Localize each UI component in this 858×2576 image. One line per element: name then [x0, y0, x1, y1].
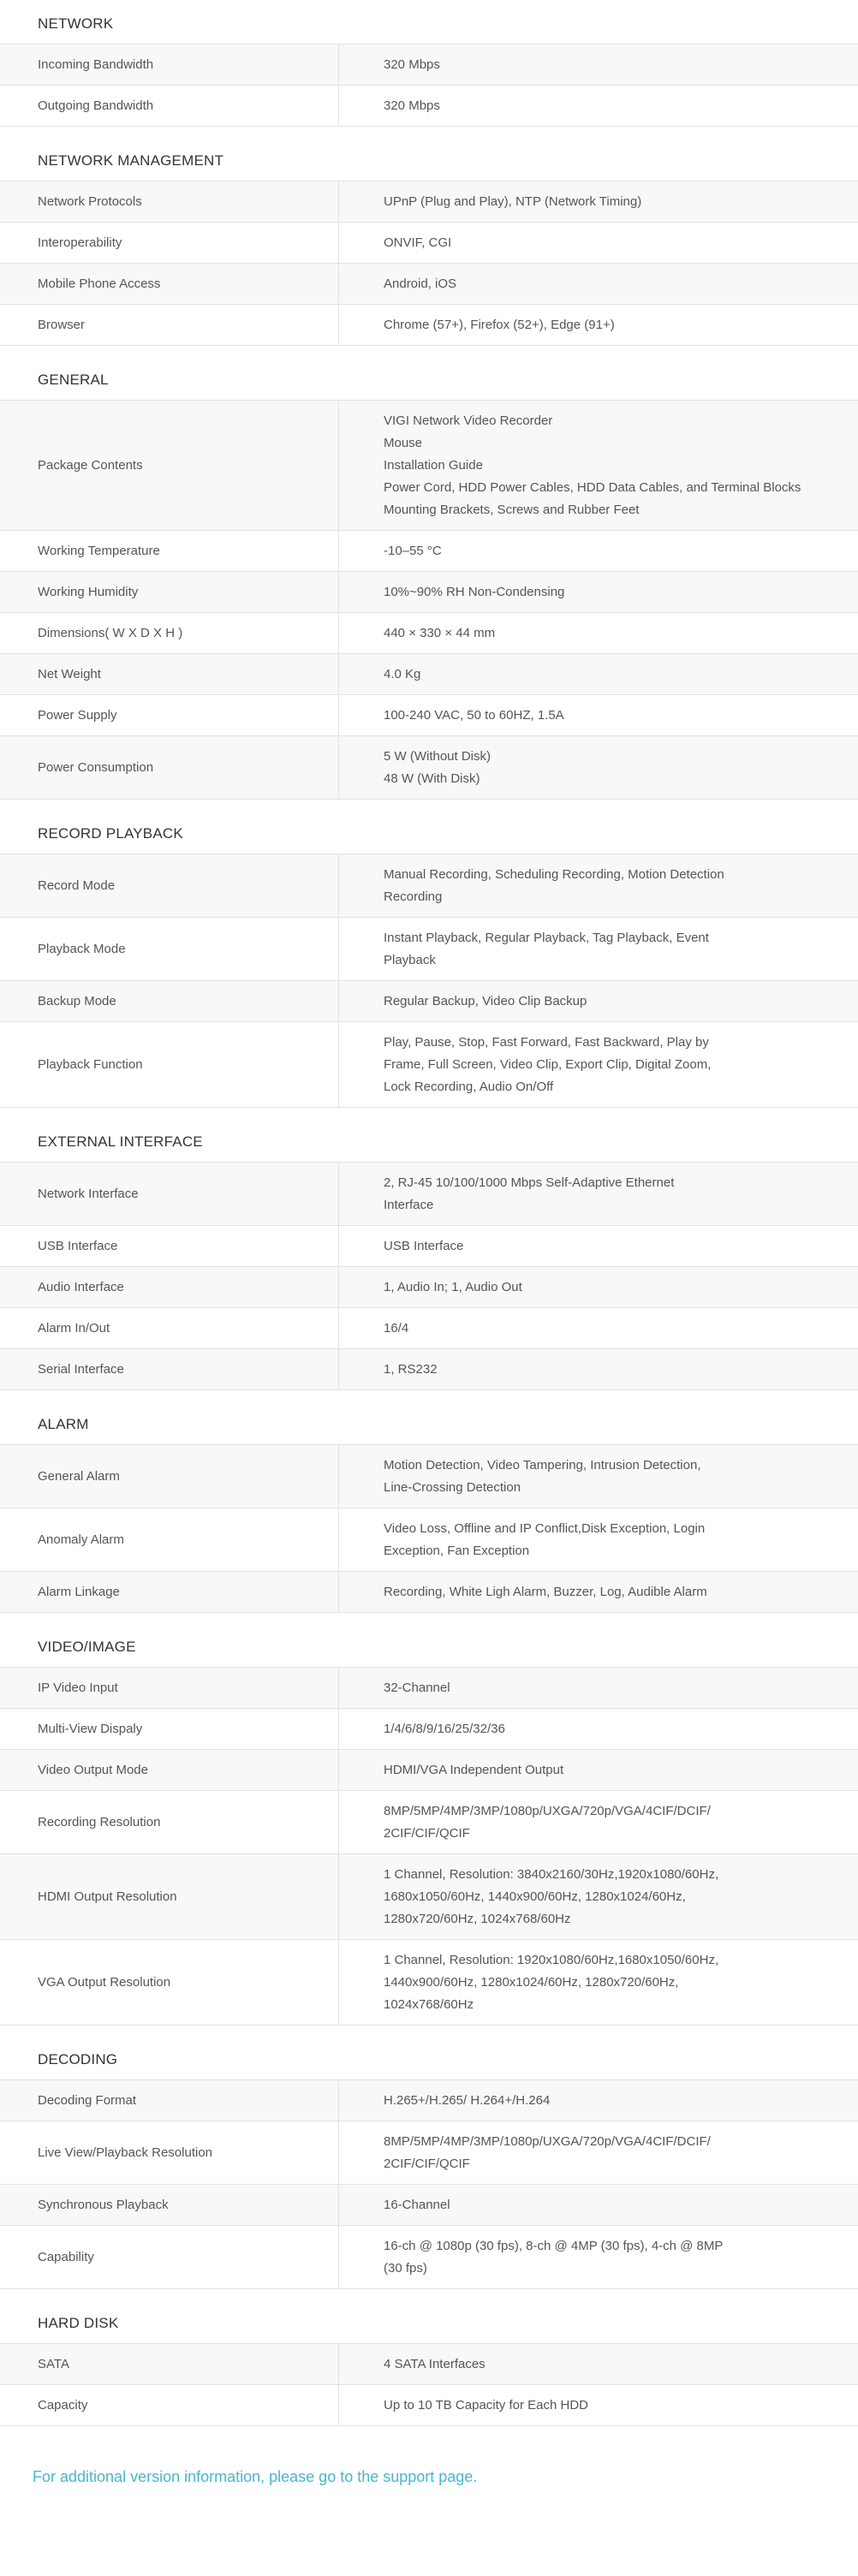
spec-row: [0, 181, 858, 223]
spec-row: [0, 45, 858, 86]
spec-value: [339, 572, 858, 612]
spec-value-line: 1280x720/60Hz, 1024x768/60Hz: [384, 1911, 571, 1926]
spec-value-line: Playback: [384, 952, 436, 967]
spec-rows: [0, 1445, 858, 1613]
spec-row: [0, 1226, 858, 1267]
spec-row: [0, 572, 858, 613]
spec-value: [339, 86, 858, 126]
spec-value-line: Interface: [384, 1197, 434, 1212]
spec-value: [339, 1572, 858, 1612]
spec-value-lines: [384, 581, 564, 604]
spec-value-lines: [384, 2235, 723, 2280]
spec-value-line: H.265+/H.265/ H.264+/H.264: [384, 2092, 551, 2108]
spec-label: Audio Interface: [0, 1267, 339, 1307]
spec-row: [0, 2385, 858, 2426]
spec-value-line: 2CIF/CIF/QCIF: [384, 1825, 470, 1841]
spec-row: [0, 1572, 858, 1613]
spec-value-line: Line-Crossing Detection: [384, 1479, 521, 1495]
spec-value-line: Exception, Fan Exception: [384, 1543, 530, 1558]
spec-value-line: 2, RJ-45 10/100/1000 Mbps Self-Adaptive Ethernet: [384, 1175, 675, 1190]
spec-rows: [0, 854, 858, 1108]
spec-row: [0, 1349, 858, 1390]
spec-value-lines: [384, 1949, 718, 2016]
spec-label: Mobile Phone Access: [0, 264, 339, 304]
spec-value: [339, 2121, 858, 2184]
spec-value-line: Manual Recording, Scheduling Recording, Motion Detection: [384, 866, 724, 882]
spec-label: Capability: [0, 2226, 339, 2288]
spec-value-line: 8MP/5MP/4MP/3MP/1080p/UXGA/720p/VGA/4CIF/DCIF/: [384, 2133, 711, 2149]
spec-value-line: UPnP (Plug and Play), NTP (Network Timing): [384, 193, 642, 209]
spec-value-line: Recording, White Ligh Alarm, Buzzer, Log, Audible Alarm: [384, 1584, 707, 1599]
spec-value-lines: [384, 1677, 450, 1699]
spec-value: [339, 2385, 858, 2425]
spec-value-line: 1440x900/60Hz, 1280x1024/60Hz, 1280x720/60Hz,: [384, 1974, 679, 1990]
spec-value-line: 16/4: [384, 1320, 409, 1336]
spec-label: Interoperability: [0, 223, 339, 263]
spec-row: [0, 1940, 858, 2026]
spec-value: [339, 981, 858, 1021]
spec-label: Decoding Format: [0, 2080, 339, 2121]
spec-rows: [0, 401, 858, 800]
spec-value-line: Lock Recording, Audio On/Off: [384, 1079, 554, 1094]
spec-row: [0, 736, 858, 800]
spec-value-line: Up to 10 TB Capacity for Each HDD: [384, 2397, 588, 2412]
spec-value: [339, 854, 858, 917]
spec-value: [339, 1445, 858, 1508]
spec-label: Outgoing Bandwidth: [0, 86, 339, 126]
spec-value: [339, 2080, 858, 2121]
spec-value-lines: [384, 1455, 701, 1499]
spec-value: [339, 695, 858, 735]
spec-row: [0, 531, 858, 572]
section-title: ALARM: [0, 1390, 858, 1445]
support-page-link[interactable]: For additional version information, please go to the support page.: [33, 2468, 478, 2485]
spec-value-line: 8MP/5MP/4MP/3MP/1080p/UXGA/720p/VGA/4CIF/DCIF/: [384, 1803, 711, 1818]
spec-label: Playback Function: [0, 1022, 339, 1107]
spec-label: Working Temperature: [0, 531, 339, 571]
spec-row: [0, 1308, 858, 1349]
section-title: NETWORK: [0, 0, 858, 45]
spec-row: [0, 1508, 858, 1572]
spec-label: Playback Mode: [0, 918, 339, 980]
spec-row: [0, 854, 858, 918]
spec-value: [339, 1940, 858, 2025]
spec-label: Net Weight: [0, 654, 339, 694]
spec-label: Incoming Bandwidth: [0, 45, 339, 85]
spec-label: Power Supply: [0, 695, 339, 735]
spec-row: [0, 1750, 858, 1791]
spec-value-lines: [384, 314, 615, 336]
spec-rows: [0, 2344, 858, 2426]
spec-value-line: ONVIF, CGI: [384, 235, 452, 250]
spec-value-lines: [384, 1276, 522, 1299]
spec-value-lines: [384, 232, 451, 254]
spec-value-line: Power Cord, HDD Power Cables, HDD Data Cables, and Terminal Blocks: [384, 479, 801, 495]
spec-section: [0, 2026, 858, 2289]
spec-label: Package Contents: [0, 401, 339, 530]
spec-label: Alarm In/Out: [0, 1308, 339, 1348]
spec-value-lines: [384, 410, 801, 521]
section-title: HARD DISK: [0, 2289, 858, 2344]
spec-row: [0, 918, 858, 981]
spec-value-line: 4 SATA Interfaces: [384, 2356, 486, 2371]
spec-value-line: Regular Backup, Video Clip Backup: [384, 993, 587, 1008]
spec-value: [339, 654, 858, 694]
spec-value-line: Frame, Full Screen, Video Clip, Export Clip, Digital Zoom,: [384, 1056, 712, 1072]
section-title: DECODING: [0, 2026, 858, 2080]
spec-value-line: Mounting Brackets, Screws and Rubber Feet: [384, 502, 640, 517]
spec-value: [339, 223, 858, 263]
spec-row: [0, 1445, 858, 1508]
spec-label: Multi-View Dispaly: [0, 1709, 339, 1749]
spec-label: Working Humidity: [0, 572, 339, 612]
spec-label: Recording Resolution: [0, 1791, 339, 1853]
spec-value-line: 440 × 330 × 44 mm: [384, 625, 496, 640]
spec-value-line: 1024x768/60Hz: [384, 1996, 474, 2012]
spec-value-line: 32-Channel: [384, 1680, 450, 1695]
spec-label: Power Consumption: [0, 736, 339, 799]
spec-row: [0, 695, 858, 736]
spec-value: [339, 401, 858, 530]
spec-rows: [0, 1163, 858, 1390]
spec-label: Video Output Mode: [0, 1750, 339, 1790]
spec-value-line: 16-Channel: [384, 2197, 450, 2212]
spec-label: Capacity: [0, 2385, 339, 2425]
spec-row: [0, 654, 858, 695]
spec-row: [0, 2080, 858, 2121]
spec-value-lines: [384, 663, 420, 686]
spec-value-line: Motion Detection, Video Tampering, Intrusion Detection,: [384, 1457, 701, 1472]
spec-value-line: Installation Guide: [384, 457, 483, 473]
spec-rows: [0, 2080, 858, 2289]
spec-value-lines: [384, 54, 440, 76]
spec-value-lines: [384, 191, 641, 213]
spec-row: [0, 264, 858, 305]
section-title: VIDEO/IMAGE: [0, 1613, 858, 1668]
spec-value: [339, 1226, 858, 1266]
spec-value-line: Mouse: [384, 435, 423, 450]
spec-label: IP Video Input: [0, 1668, 339, 1708]
spec-row: [0, 1668, 858, 1709]
spec-value: [339, 613, 858, 653]
spec-label: Network Interface: [0, 1163, 339, 1225]
spec-row: [0, 86, 858, 127]
spec-value-lines: [384, 1864, 718, 1931]
spec-value-lines: [384, 622, 495, 645]
spec-value-lines: [384, 746, 491, 790]
spec-value-lines: [384, 705, 564, 727]
spec-value-line: 1680x1050/60Hz, 1440x900/60Hz, 1280x1024/60Hz,: [384, 1889, 686, 1904]
spec-label: Record Mode: [0, 854, 339, 917]
spec-value-line: 1 Channel, Resolution: 3840x2160/30Hz,1920x1080/60Hz,: [384, 1866, 719, 1882]
spec-value: [339, 1022, 858, 1107]
spec-value-line: Android, iOS: [384, 276, 457, 291]
spec-section: [0, 346, 858, 800]
spec-value-line: 10%~90% RH Non-Condensing: [384, 584, 565, 599]
spec-section: [0, 1108, 858, 1390]
spec-value-lines: [384, 1359, 438, 1381]
spec-rows: [0, 181, 858, 346]
spec-row: [0, 401, 858, 531]
spec-value: [339, 1750, 858, 1790]
footer: [0, 2426, 858, 2496]
spec-value: [339, 2344, 858, 2384]
spec-value-line: HDMI/VGA Independent Output: [384, 1762, 564, 1777]
spec-value-line: 2CIF/CIF/QCIF: [384, 2156, 470, 2171]
spec-value-line: Recording: [384, 889, 443, 904]
spec-row: [0, 223, 858, 264]
spec-label: USB Interface: [0, 1226, 339, 1266]
spec-value-lines: [384, 1800, 711, 1845]
section-title: EXTERNAL INTERFACE: [0, 1108, 858, 1163]
spec-row: [0, 2121, 858, 2185]
section-title: GENERAL: [0, 346, 858, 401]
spec-value-line: Instant Playback, Regular Playback, Tag Playback, Event: [384, 930, 709, 945]
spec-value: [339, 1163, 858, 1225]
spec-label: SATA: [0, 2344, 339, 2384]
spec-value-line: 1, RS232: [384, 1361, 438, 1377]
spec-value-lines: [384, 1172, 674, 1217]
spec-row: [0, 1267, 858, 1308]
spec-value: [339, 1349, 858, 1389]
spec-value-lines: [384, 1581, 707, 1603]
spec-value-lines: [384, 2194, 450, 2216]
spec-row: [0, 2226, 858, 2289]
spec-label: VGA Output Resolution: [0, 1940, 339, 2025]
spec-value: [339, 305, 858, 345]
spec-row: [0, 981, 858, 1022]
spec-label: Alarm Linkage: [0, 1572, 339, 1612]
spec-value-lines: [384, 1718, 505, 1740]
spec-value: [339, 1267, 858, 1307]
spec-row: [0, 2344, 858, 2385]
spec-section: [0, 127, 858, 346]
spec-row: [0, 305, 858, 346]
spec-value-line: 48 W (With Disk): [384, 770, 480, 786]
spec-value: [339, 1308, 858, 1348]
spec-row: [0, 1709, 858, 1750]
spec-row: [0, 1854, 858, 1940]
spec-value-lines: [384, 1518, 705, 1562]
spec-value-line: 1, Audio In; 1, Audio Out: [384, 1279, 522, 1294]
spec-value-lines: [384, 1759, 563, 1782]
spec-value-lines: [384, 1318, 408, 1340]
spec-value-lines: [384, 2131, 711, 2175]
spec-row: [0, 613, 858, 654]
spec-section: [0, 0, 858, 127]
spec-label: Backup Mode: [0, 981, 339, 1021]
spec-rows: [0, 45, 858, 127]
spec-value: [339, 181, 858, 222]
spec-value-line: Play, Pause, Stop, Fast Forward, Fast Backward, Play by: [384, 1034, 709, 1050]
spec-label: Synchronous Playback: [0, 2185, 339, 2225]
spec-value: [339, 1668, 858, 1708]
spec-value-line: 320 Mbps: [384, 57, 440, 72]
spec-value-line: USB Interface: [384, 1238, 464, 1253]
spec-label: Live View/Playback Resolution: [0, 2121, 339, 2184]
spec-value-line: 1 Channel, Resolution: 1920x1080/60Hz,1680x1050/60Hz,: [384, 1952, 719, 1967]
spec-value-line: (30 fps): [384, 2260, 427, 2276]
section-title: RECORD PLAYBACK: [0, 800, 858, 854]
spec-value: [339, 1854, 858, 1939]
spec-value-lines: [384, 2090, 550, 2112]
spec-label: General Alarm: [0, 1445, 339, 1508]
spec-section: [0, 1390, 858, 1613]
spec-value-line: Video Loss, Offline and IP Conflict,Disk Exception, Login: [384, 1520, 706, 1536]
spec-section: [0, 1613, 858, 2026]
spec-value-lines: [384, 2395, 588, 2417]
spec-value: [339, 531, 858, 571]
spec-value: [339, 2185, 858, 2225]
spec-value-line: 5 W (Without Disk): [384, 748, 492, 764]
spec-row: [0, 1022, 858, 1108]
spec-row: [0, 1791, 858, 1854]
spec-row: [0, 2185, 858, 2226]
spec-value: [339, 1508, 858, 1571]
spec-row: [0, 1163, 858, 1226]
spec-value-line: 16-ch @ 1080p (30 fps), 8-ch @ 4MP (30 fps), 4-ch @ 8MP: [384, 2238, 724, 2253]
spec-value-line: 100-240 VAC, 50 to 60HZ, 1.5A: [384, 707, 564, 723]
spec-value-lines: [384, 273, 456, 295]
spec-value-lines: [384, 2353, 486, 2376]
spec-label: Dimensions( W X D X H ): [0, 613, 339, 653]
section-title: NETWORK MANAGEMENT: [0, 127, 858, 181]
spec-value-line: 320 Mbps: [384, 98, 440, 113]
spec-rows: [0, 1668, 858, 2026]
spec-value: [339, 1791, 858, 1853]
spec-value-lines: [384, 927, 709, 972]
spec-value-lines: [384, 1235, 463, 1258]
spec-value-lines: [384, 540, 442, 562]
spec-section: [0, 800, 858, 1108]
spec-value-line: 4.0 Kg: [384, 666, 421, 681]
spec-label: HDMI Output Resolution: [0, 1854, 339, 1939]
spec-section: [0, 2289, 858, 2426]
spec-value-lines: [384, 991, 587, 1013]
spec-value: [339, 45, 858, 85]
spec-label: Network Protocols: [0, 181, 339, 222]
spec-value-lines: [384, 1032, 711, 1098]
spec-value: [339, 918, 858, 980]
spec-value-line: VIGI Network Video Recorder: [384, 413, 553, 428]
spec-label: Serial Interface: [0, 1349, 339, 1389]
spec-value: [339, 1709, 858, 1749]
spec-label: Browser: [0, 305, 339, 345]
spec-value-line: Chrome (57+), Firefox (52+), Edge (91+): [384, 317, 615, 332]
spec-value-line: -10–55 °C: [384, 543, 442, 558]
spec-value-line: 1/4/6/8/9/16/25/32/36: [384, 1721, 505, 1736]
spec-value-lines: [384, 864, 724, 908]
spec-label: Anomaly Alarm: [0, 1508, 339, 1571]
spec-value: [339, 264, 858, 304]
spec-value-lines: [384, 95, 440, 117]
spec-value: [339, 736, 858, 799]
spec-value: [339, 2226, 858, 2288]
